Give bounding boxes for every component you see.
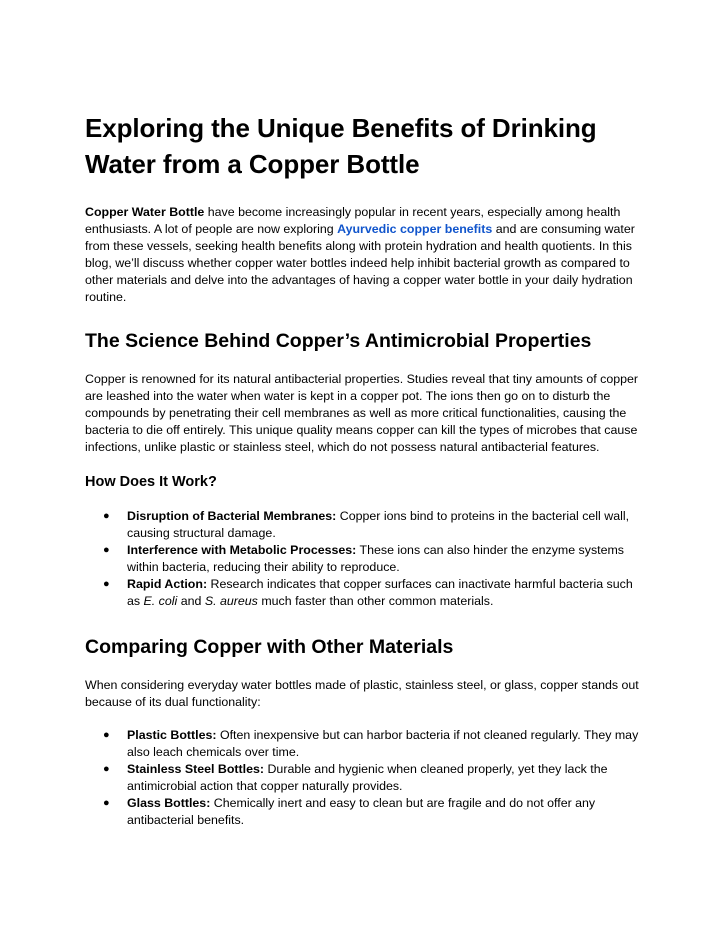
bullet-icon: ● xyxy=(103,729,110,741)
article-title: Exploring the Unique Benefits of Drinking Water from a Copper Bottle xyxy=(85,113,597,179)
list-item-bold: Interference with Metabolic Processes: xyxy=(127,543,357,557)
bullet-icon: ● xyxy=(103,763,110,775)
list-item-bold: Rapid Action: xyxy=(127,577,208,591)
list-item-italic: S. aureus xyxy=(204,594,258,608)
intro-text-2: and are consuming water from these vessels, seeking health benefits along with protein hydration and health quotients. In this blog, we’ll discuss whether copper water bottles indeed help inhibit bacterial growth as compared to other materials and delve into the advantages of having a copper water bottle in your daily hydration routine. xyxy=(85,222,635,304)
list-item-text: much faster than other common materials. xyxy=(257,594,494,608)
list-item-text: Durable and hygienic when cleaned properly, yet they lack the antimicrobial action that copper naturally provides. xyxy=(127,762,608,793)
list-item-text: These ions can also hinder the enzyme systems within bacteria, reducing their ability to reproduce. xyxy=(127,543,624,574)
comparing-paragraph: When considering everyday water bottles made of plastic, stainless steel, or glass, copper stands out because of its dual functionality: xyxy=(85,678,639,709)
list-item xyxy=(85,576,645,610)
list-item-text: Often inexpensive but can harbor bacteria if not cleaned regularly. They may also leach chemicals over time. xyxy=(127,728,639,759)
list-item xyxy=(85,761,645,795)
materials-list xyxy=(85,727,645,829)
list-item-text: Chemically inert and easy to clean but are fragile and do not offer any antibacterial benefits. xyxy=(127,796,596,827)
list-item xyxy=(85,795,645,829)
bullet-icon: ● xyxy=(103,578,110,590)
bullet-icon: ● xyxy=(103,797,110,809)
how-it-works-list xyxy=(85,508,645,610)
list-item-italic: E. coli xyxy=(143,594,178,608)
science-paragraph: Copper is renowned for its natural antibacterial properties. Studies reveal that tiny amounts of copper are leashed into the water when water is kept in a copper pot. The ions then go on to disturb the compounds by penetrating their cell membranes as well as more critical functionalities, causing the bacteria to die off entirely. This unique quality means copper can kill the types of microbes that cause infections, unlike plastic or stainless steel, which do not possess natural antibacterial features. xyxy=(85,372,639,454)
list-item-bold: Glass Bottles: xyxy=(127,796,211,810)
list-item-bold: Disruption of Bacterial Membranes: xyxy=(127,509,337,523)
document-page xyxy=(85,110,645,853)
intro-text-1: have become increasingly popular in recent years, especially among health enthusiasts. A lot of people are now exploring xyxy=(85,205,621,236)
list-item-text: Research indicates that copper surfaces can inactivate harmful bacteria such as xyxy=(127,577,633,608)
section-heading-science: The Science Behind Copper’s Antimicrobial Properties xyxy=(85,330,592,352)
bullet-icon: ● xyxy=(103,544,110,556)
list-item xyxy=(85,508,645,542)
ayurvedic-copper-benefits-link[interactable]: Ayurvedic copper benefits xyxy=(337,222,493,236)
list-item xyxy=(85,542,645,576)
subheading-how-does-it-work: How Does It Work? xyxy=(85,474,217,490)
list-item-bold: Plastic Bottles: xyxy=(127,728,217,742)
section-heading-comparing: Comparing Copper with Other Materials xyxy=(85,636,454,658)
list-item-text: and xyxy=(177,594,205,608)
list-item-bold: Stainless Steel Bottles: xyxy=(127,762,265,776)
bullet-icon: ● xyxy=(103,510,110,522)
intro-paragraph xyxy=(85,204,645,306)
list-item-text: Copper ions bind to proteins in the bacterial cell wall, causing structural damage. xyxy=(127,509,630,540)
intro-lead-bold: Copper Water Bottle xyxy=(85,205,205,219)
list-item xyxy=(85,727,645,761)
